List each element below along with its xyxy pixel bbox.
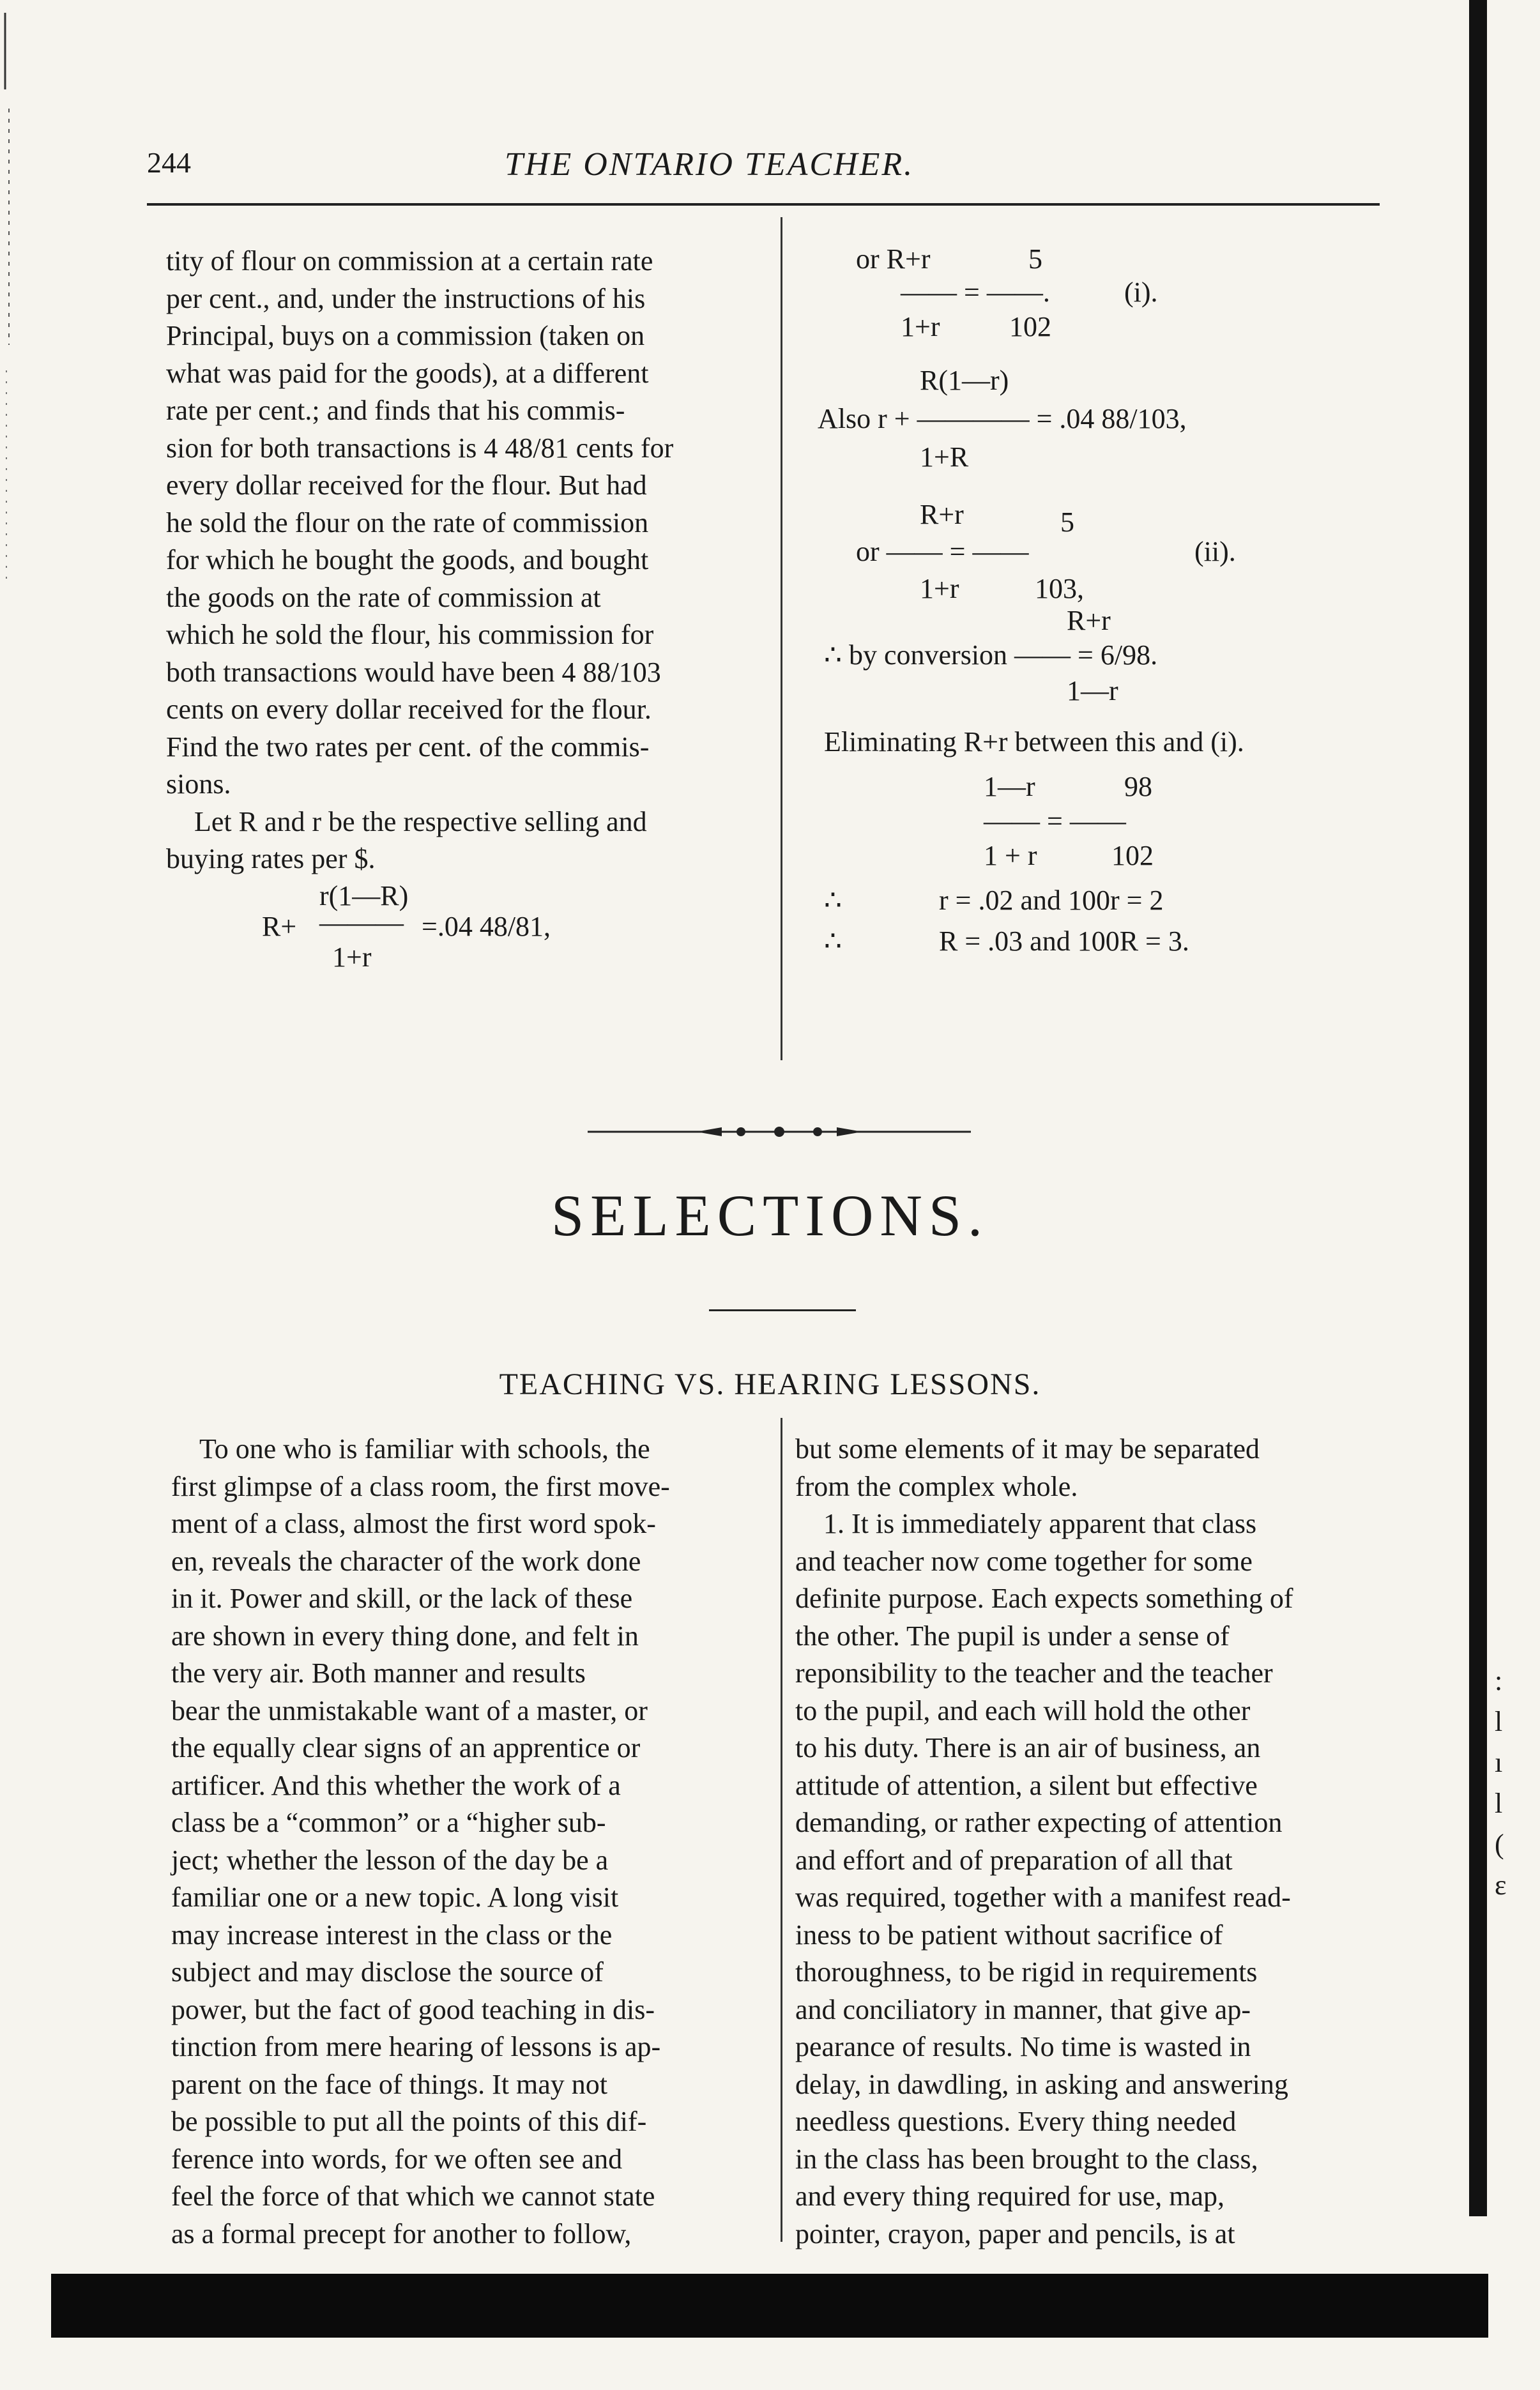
eq1-fraction-bar: ——— [319, 906, 404, 938]
text-line: the equally clear signs of an apprentice or [171, 1732, 641, 1763]
math-line: 5 [1028, 243, 1042, 275]
text-line: bear the unmistakable want of a master, or [171, 1694, 648, 1726]
text-line: the goods on the rate of commission at [166, 581, 601, 613]
problem-text-column [166, 243, 766, 974]
math-line: ∴ by conversion —— = 6/98. [824, 639, 1158, 671]
ornament-divider [588, 1124, 971, 1139]
text-line: power, but the fact of good teaching in dis- [171, 1993, 655, 2025]
text-line: every dollar received for the flour. But had [166, 469, 647, 501]
text-line: cents on every dollar received for the flour. [166, 694, 652, 725]
text-line: Principal, buys on a commission (taken on [166, 320, 645, 351]
math-line: ∴ [824, 925, 842, 957]
article-column-left [171, 1431, 768, 2253]
let-line: buying rates per $. [166, 843, 376, 874]
math-line: (ii). [1194, 536, 1236, 567]
journal-title: THE ONTARIO TEACHER. [505, 146, 915, 183]
scan-edge-right [1469, 0, 1487, 2216]
header-rule [147, 203, 1380, 206]
text-line: reponsibility to the teacher and the teacher [795, 1657, 1273, 1689]
text-line: needless questions. Every thing needed [795, 2106, 1237, 2137]
math-line: —— = —— [984, 805, 1126, 837]
short-rule [709, 1309, 856, 1311]
math-line: r = .02 and 100r = 2 [939, 885, 1164, 916]
text-line: pointer, crayon, paper and pencils, is at [795, 2218, 1235, 2249]
text-line: first glimpse of a class room, the first move- [171, 1470, 670, 1502]
math-line: —— = ——. [901, 277, 1050, 308]
math-line: 1—r [984, 771, 1035, 802]
running-head [147, 146, 1361, 197]
math-line: 1 + r [984, 840, 1037, 871]
let-line: Let R and r be the respective selling and [194, 805, 647, 837]
text-line: as a formal precept for another to follow, [171, 2218, 632, 2249]
text-line: tity of flour on commission at a certain rate [166, 245, 653, 277]
text-line: parent on the face of things. It may not [171, 2068, 608, 2100]
text-line: be possible to put all the points of this dif- [171, 2106, 647, 2137]
text-line: and teacher now come together for some [795, 1545, 1253, 1577]
math-line: or R+r [856, 243, 931, 275]
math-line: 102 [1111, 840, 1154, 871]
text-line: To one who is familiar with schools, the [199, 1433, 650, 1465]
text-line: familiar one or a new topic. A long visit [171, 1882, 619, 1913]
text-line: pearance of results. No time is wasted in [795, 2031, 1251, 2062]
margin-fragments [1495, 1661, 1533, 1916]
fragment: ı [1495, 1747, 1503, 1778]
text-line: attitude of attention, a silent but effective [795, 1769, 1258, 1801]
math-line: R(1—r) [920, 365, 1009, 396]
text-line: for which he bought the goods, and bought [166, 544, 649, 575]
text-line: thoroughness, to be rigid in requirements [795, 1956, 1258, 1988]
text-line: 1. It is immediately apparent that class [823, 1508, 1257, 1539]
fragment: l [1495, 1706, 1503, 1737]
text-line: tinction from mere hearing of lessons is ap- [171, 2031, 661, 2062]
text-line: sions. [166, 768, 231, 800]
text-line: the other. The pupil is under a sense of [795, 1620, 1230, 1652]
text-line: delay, in dawdling, in asking and answering [795, 2068, 1288, 2100]
text-line: may increase interest in the class or the [171, 1919, 613, 1951]
fragment: ( [1495, 1829, 1504, 1860]
article-column-right [795, 1431, 1392, 2253]
text-line: ject; whether the lesson of the day be a [171, 1844, 609, 1876]
eq1-denominator: 1+r [332, 941, 372, 973]
text-line: are shown in every thing done, and felt in [171, 1620, 639, 1652]
eq1-lhs: R+ [262, 910, 297, 942]
math-line: 103, [1035, 573, 1084, 604]
math-line: 1—r [1067, 675, 1118, 706]
text-line: artificer. And this whether the work of a [171, 1769, 621, 1801]
text-line: iness to be patient without sacrifice of [795, 1919, 1223, 1951]
text-line: to the pupil, and each will hold the other [795, 1694, 1251, 1726]
text-line: was required, together with a manifest read- [795, 1882, 1291, 1913]
math-line: R+r [1067, 605, 1111, 636]
text-line: and conciliatory in manner, that give ap- [795, 1993, 1251, 2025]
text-line: both transactions would have been 4 88/103 [166, 656, 661, 688]
text-line: subject and may disclose the source of [171, 1956, 604, 1988]
equation-1 [166, 878, 766, 974]
eq1-numerator: r(1—R) [319, 879, 409, 911]
binding-edge-marks [0, 13, 19, 588]
text-line: per cent., and, under the instructions of his [166, 282, 646, 314]
text-line: ference into words, for we often see and [171, 2143, 623, 2175]
text-line: feel the force of that which we cannot state [171, 2181, 655, 2212]
page-number: 244 [147, 146, 191, 179]
text-line: in it. Power and skill, or the lack of these [171, 1583, 633, 1614]
text-line: definite purpose. Each expects something of [795, 1583, 1293, 1614]
fragment: : [1495, 1665, 1503, 1696]
math-line: R+r [920, 499, 964, 530]
text-line: in the class has been brought to the class, [795, 2143, 1258, 2175]
column-divider-top [781, 217, 782, 1060]
text-line: ment of a class, almost the first word spok- [171, 1508, 656, 1539]
column-divider-bottom [781, 1418, 782, 2242]
text-line: rate per cent.; and finds that his commis- [166, 395, 625, 426]
text-line: and effort and of preparation of all that [795, 1844, 1233, 1876]
eq1-rhs: =.04 48/81, [422, 910, 551, 942]
text-line: Find the two rates per cent. of the commis- [166, 731, 650, 763]
fragment: l [1495, 1788, 1503, 1819]
math-line: R = .03 and 100R = 3. [939, 925, 1189, 957]
text-line: what was paid for the goods), at a different [166, 357, 649, 389]
math-line: Eliminating R+r between this and (i). [824, 726, 1244, 757]
fragment: ε [1495, 1869, 1507, 1901]
text-line: sion for both transactions is 4 48/81 cents for [166, 432, 674, 464]
text-line: class be a “common” or a “higher sub- [171, 1807, 606, 1838]
math-line: 1+r [901, 311, 940, 342]
text-line: and every thing required for use, map, [795, 2181, 1224, 2212]
math-line: 1+r [920, 573, 959, 604]
math-line: 5 [1060, 506, 1074, 538]
math-line: Also r + ———— = .04 88/103, [818, 403, 1187, 434]
section-heading: SELECTIONS. [551, 1183, 989, 1248]
text-line: which he sold the flour, his commission for [166, 619, 654, 650]
text-line: from the complex whole. [795, 1470, 1078, 1502]
scan-edge-bottom [51, 2274, 1488, 2338]
math-line: or —— = —— [856, 536, 1029, 567]
text-line: en, reveals the character of the work done [171, 1545, 641, 1577]
math-line: 102 [1009, 311, 1051, 342]
text-line: to his duty. There is an air of business, an [795, 1732, 1261, 1763]
problem-paragraph [166, 243, 766, 803]
text-line: but some elements of it may be separated [795, 1433, 1260, 1465]
math-line: 98 [1124, 771, 1152, 802]
math-line: ∴ [824, 885, 842, 916]
text-line: he sold the flour on the rate of commission [166, 506, 649, 538]
text-line: the very air. Both manner and results [171, 1657, 586, 1689]
article-title: TEACHING VS. HEARING LESSONS. [499, 1367, 1041, 1401]
text-line: demanding, or rather expecting of attention [795, 1807, 1283, 1838]
math-line: (i). [1124, 277, 1158, 308]
math-line: 1+R [920, 441, 969, 473]
